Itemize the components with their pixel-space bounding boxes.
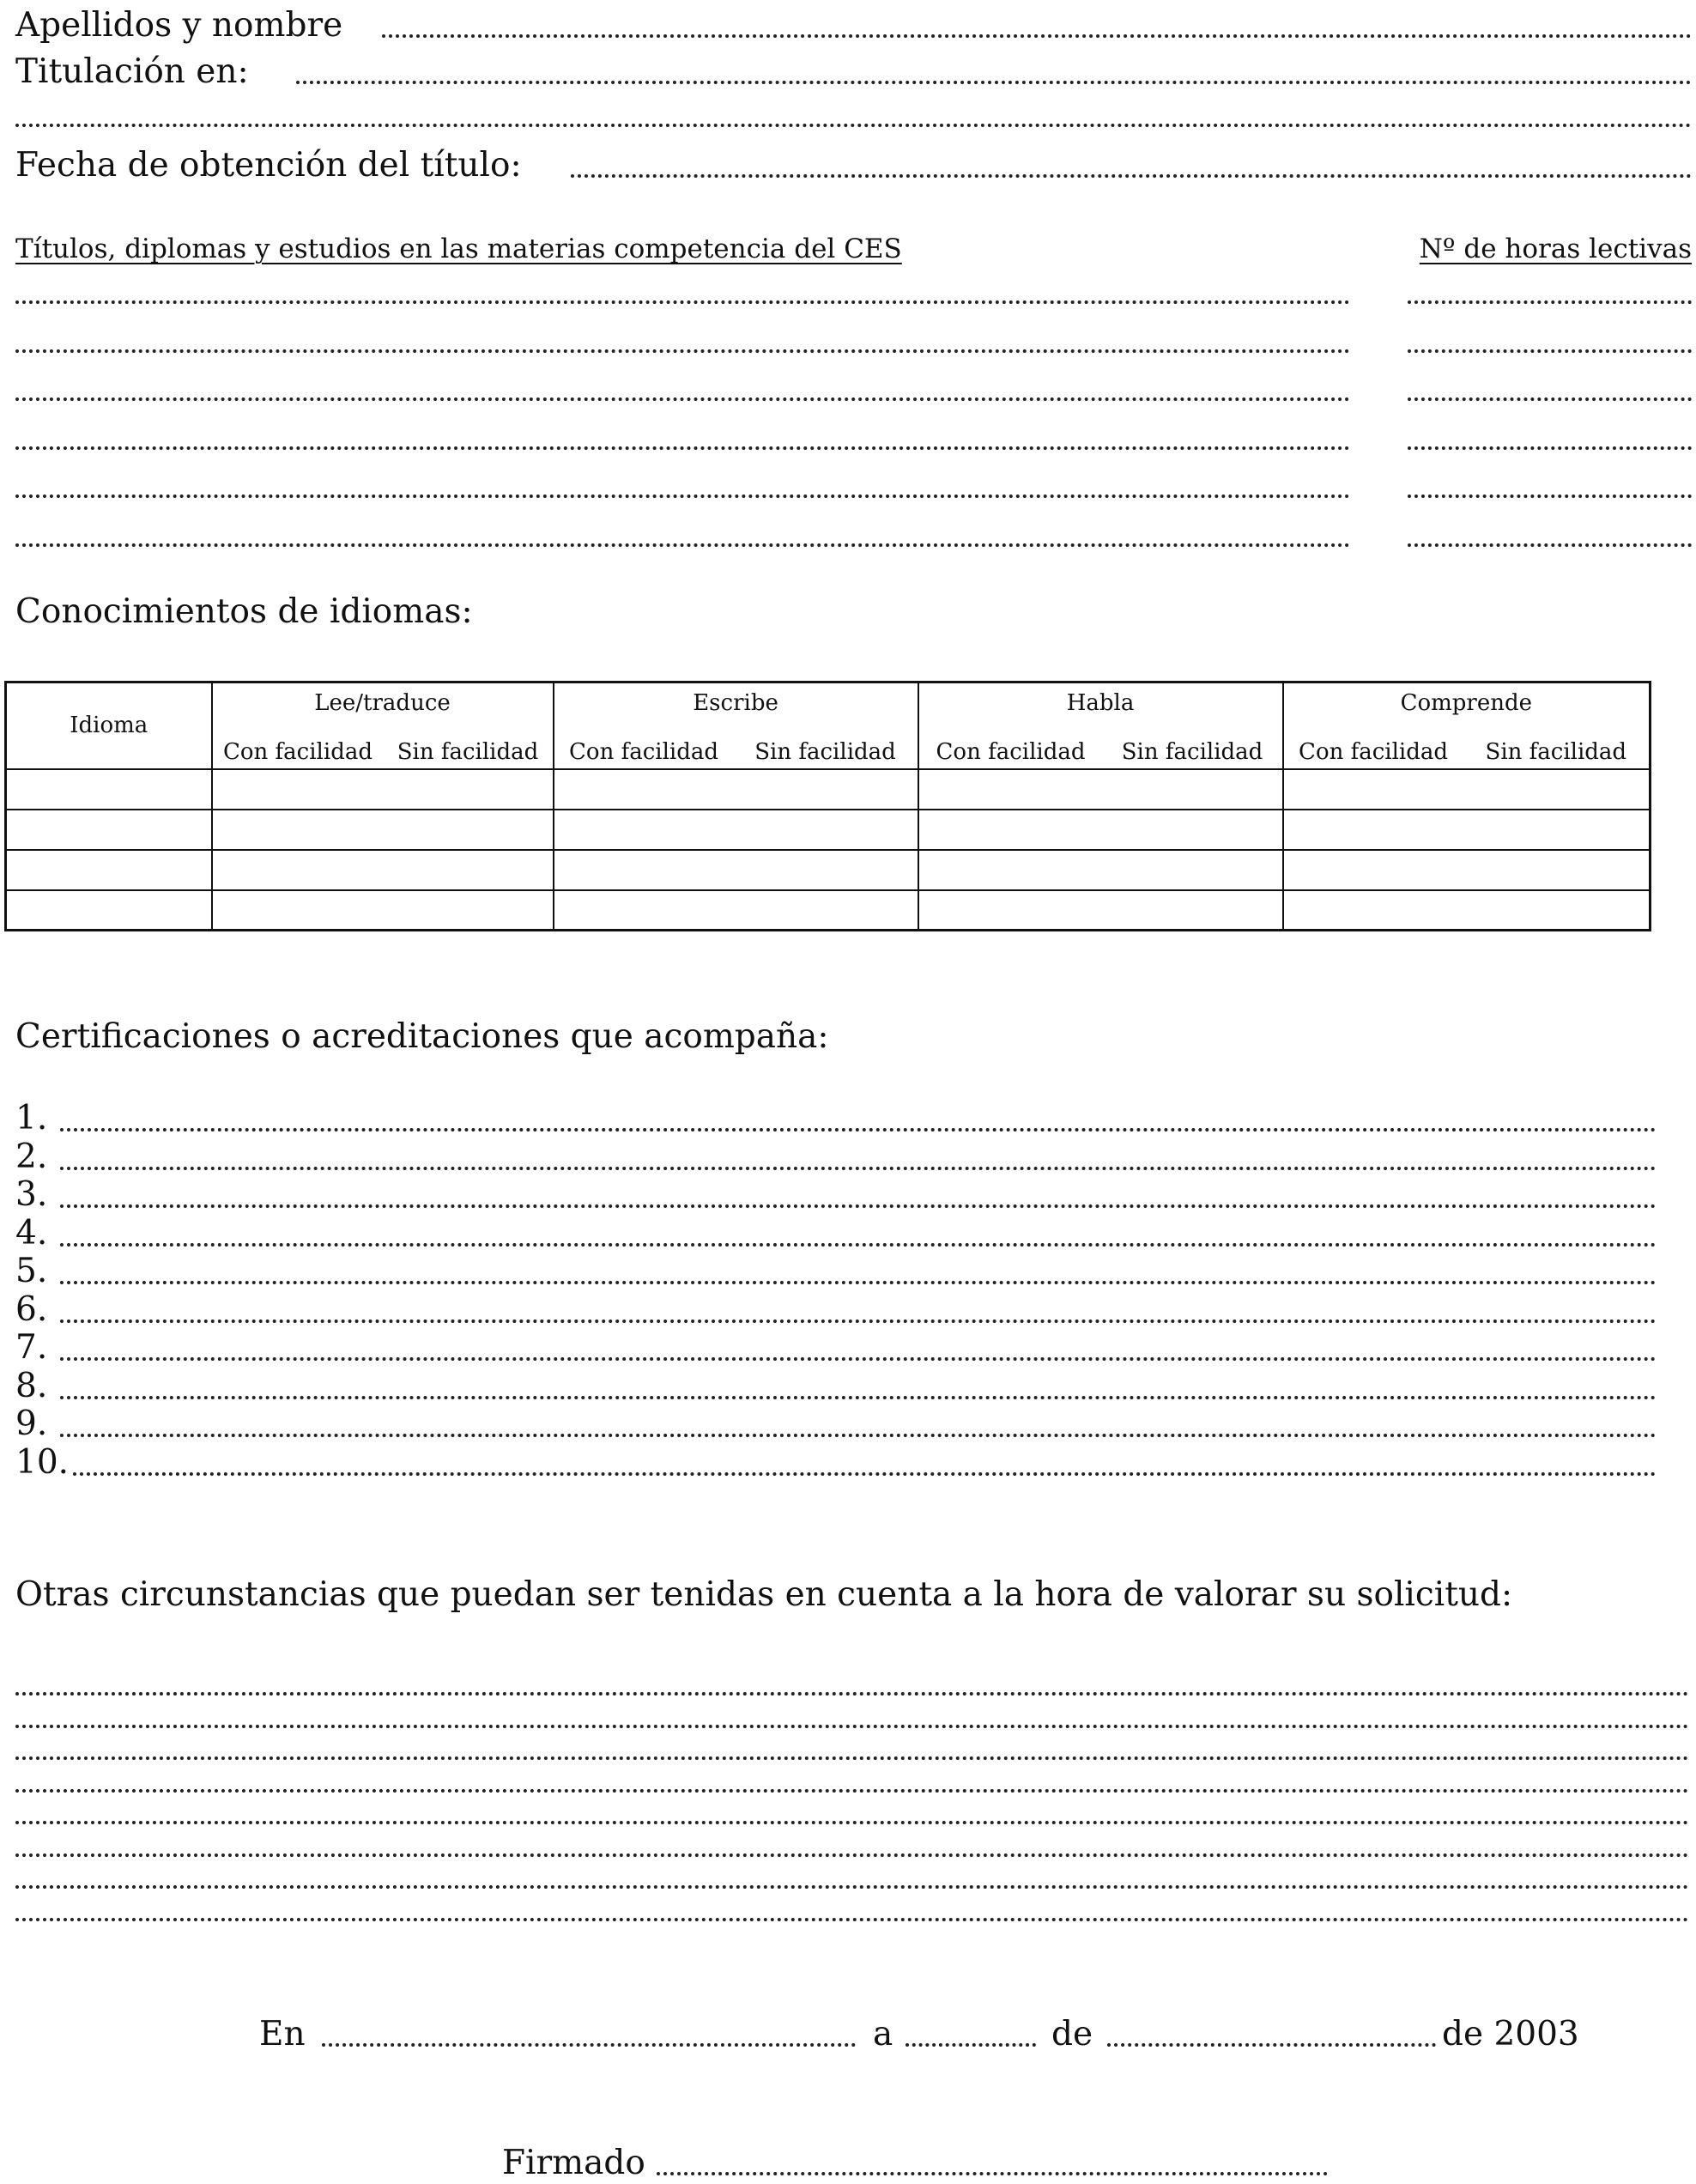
nivel-cell[interactable] <box>1463 890 1651 931</box>
nivel-cell[interactable] <box>918 810 1103 850</box>
group-habla-header: Habla <box>918 682 1283 730</box>
firmado-label: Firmado <box>502 2144 645 2182</box>
group-comprende-header: Comprende <box>1283 682 1651 730</box>
titulo-field[interactable] <box>15 494 1350 498</box>
cert-item-number: 9. <box>15 1404 48 1443</box>
idioma-cell[interactable] <box>6 810 212 850</box>
cert-item-field[interactable] <box>73 1472 1657 1476</box>
cert-item-number: 8. <box>15 1366 48 1405</box>
idioma-cell[interactable] <box>6 850 212 890</box>
idioma-cell[interactable] <box>6 769 212 810</box>
titulacion-field-cont[interactable] <box>15 124 1692 127</box>
nivel-cell[interactable] <box>1463 769 1651 810</box>
cert-item-field[interactable] <box>60 1167 1657 1170</box>
titulo-field[interactable] <box>15 397 1350 401</box>
footer-en-label: En <box>259 2015 306 2054</box>
firma-field[interactable] <box>657 2172 1328 2175</box>
cert-item-number: 3. <box>15 1175 48 1214</box>
idioma-row <box>6 850 1651 890</box>
nivel-cell[interactable] <box>384 810 554 850</box>
nivel-cell[interactable] <box>212 850 384 890</box>
cert-item-number: 5. <box>15 1252 48 1290</box>
certificaciones-heading: Certificaciones o acreditaciones que acompaña: <box>15 1017 829 1056</box>
cert-item-field[interactable] <box>60 1204 1657 1208</box>
titulo-field[interactable] <box>15 446 1350 450</box>
footer-dia-field[interactable] <box>906 2043 1036 2047</box>
nivel-cell[interactable] <box>918 850 1103 890</box>
escribe-sin-header: Sin facilidad <box>734 730 918 769</box>
idioma-row <box>6 769 1651 810</box>
cert-item-field[interactable] <box>60 1243 1657 1247</box>
horas-field[interactable] <box>1408 349 1692 353</box>
fecha-label: Fecha de obtención del título: <box>15 146 522 185</box>
habla-sin-header: Sin facilidad <box>1103 730 1283 769</box>
idioma-row <box>6 810 1651 850</box>
idioma-row <box>6 890 1651 931</box>
nivel-cell[interactable] <box>1283 810 1463 850</box>
nivel-cell[interactable] <box>384 890 554 931</box>
footer-year-label: de 2003 <box>1442 2015 1579 2054</box>
nivel-cell[interactable] <box>918 890 1103 931</box>
cert-item-number: 1. <box>15 1099 48 1138</box>
nivel-cell[interactable] <box>1283 890 1463 931</box>
cert-item-field[interactable] <box>60 1128 1657 1131</box>
otras-line-field[interactable] <box>15 1789 1689 1793</box>
idioma-cell[interactable] <box>6 890 212 931</box>
nivel-cell[interactable] <box>1283 850 1463 890</box>
otras-heading: Otras circunstancias que puedan ser tenidas en cuenta a la hora de valorar su solicitud: <box>15 1575 1513 1614</box>
group-escribe-header: Escribe <box>554 682 918 730</box>
otras-line-field[interactable] <box>15 1821 1689 1824</box>
cert-item-number: 10. <box>15 1442 70 1482</box>
nivel-cell[interactable] <box>212 810 384 850</box>
nivel-cell[interactable] <box>734 810 918 850</box>
nivel-cell[interactable] <box>212 769 384 810</box>
nivel-cell[interactable] <box>554 890 734 931</box>
cert-item-number: 2. <box>15 1137 48 1176</box>
otras-line-field[interactable] <box>15 1885 1689 1889</box>
otras-line-field[interactable] <box>15 1725 1689 1728</box>
titulacion-label: Titulación en: <box>15 52 249 91</box>
footer-a-label: a <box>873 2015 893 2054</box>
titulo-field[interactable] <box>15 300 1350 304</box>
lee-sin-header: Sin facilidad <box>384 730 554 769</box>
footer-mes-field[interactable] <box>1107 2043 1436 2047</box>
nivel-cell[interactable] <box>1283 769 1463 810</box>
titulos-heading: Títulos, diplomas y estudios en las materias competencia del CES <box>15 234 902 264</box>
cert-item-field[interactable] <box>60 1357 1657 1361</box>
nivel-cell[interactable] <box>554 810 734 850</box>
otras-line-field[interactable] <box>15 1692 1689 1696</box>
cert-item-field[interactable] <box>60 1281 1657 1284</box>
cert-item-field[interactable] <box>60 1320 1657 1323</box>
nivel-cell[interactable] <box>554 769 734 810</box>
cert-item-number: 6. <box>15 1289 48 1329</box>
horas-field[interactable] <box>1408 300 1692 304</box>
apellidos-field[interactable] <box>382 34 1692 38</box>
footer-lugar-field[interactable] <box>322 2043 856 2047</box>
nivel-cell[interactable] <box>384 850 554 890</box>
group-lee-header: Lee/traduce <box>212 682 554 730</box>
nivel-cell[interactable] <box>1463 810 1651 850</box>
nivel-cell[interactable] <box>1103 890 1283 931</box>
otras-line-field[interactable] <box>15 1756 1689 1760</box>
nivel-cell[interactable] <box>384 769 554 810</box>
cert-item-field[interactable] <box>60 1396 1657 1399</box>
fecha-field[interactable] <box>571 174 1692 178</box>
titulo-field[interactable] <box>15 349 1350 353</box>
nivel-cell[interactable] <box>918 769 1103 810</box>
horas-field[interactable] <box>1408 494 1692 498</box>
comprende-con-header: Con facilidad <box>1283 730 1463 769</box>
nivel-cell[interactable] <box>1463 850 1651 890</box>
col-idioma-header: Idioma <box>6 682 212 769</box>
nivel-cell[interactable] <box>212 890 384 931</box>
lee-con-header: Con facilidad <box>212 730 384 769</box>
nivel-cell[interactable] <box>734 890 918 931</box>
horas-heading: Nº de horas lectivas <box>1419 234 1692 264</box>
footer-de-label: de <box>1051 2015 1093 2054</box>
titulo-field[interactable] <box>15 543 1350 547</box>
nivel-cell[interactable] <box>1103 850 1283 890</box>
cert-item-field[interactable] <box>60 1434 1657 1437</box>
horas-field[interactable] <box>1408 397 1692 401</box>
cert-item-number: 4. <box>15 1213 48 1253</box>
habla-con-header: Con facilidad <box>918 730 1103 769</box>
idiomas-table <box>4 681 1651 931</box>
nivel-cell[interactable] <box>734 850 918 890</box>
horas-field[interactable] <box>1408 543 1692 547</box>
nivel-cell[interactable] <box>1103 769 1283 810</box>
nivel-cell[interactable] <box>734 769 918 810</box>
otras-line-field[interactable] <box>15 1918 1689 1921</box>
cert-item-number: 7. <box>15 1328 48 1367</box>
nivel-cell[interactable] <box>554 850 734 890</box>
idiomas-heading: Conocimientos de idiomas: <box>15 592 473 631</box>
titulacion-field[interactable] <box>296 81 1692 84</box>
nivel-cell[interactable] <box>1103 810 1283 850</box>
otras-line-field[interactable] <box>15 1853 1689 1857</box>
escribe-con-header: Con facilidad <box>554 730 734 769</box>
horas-field[interactable] <box>1408 446 1692 450</box>
comprende-sin-header: Sin facilidad <box>1463 730 1651 769</box>
apellidos-label: Apellidos y nombre <box>15 6 343 45</box>
